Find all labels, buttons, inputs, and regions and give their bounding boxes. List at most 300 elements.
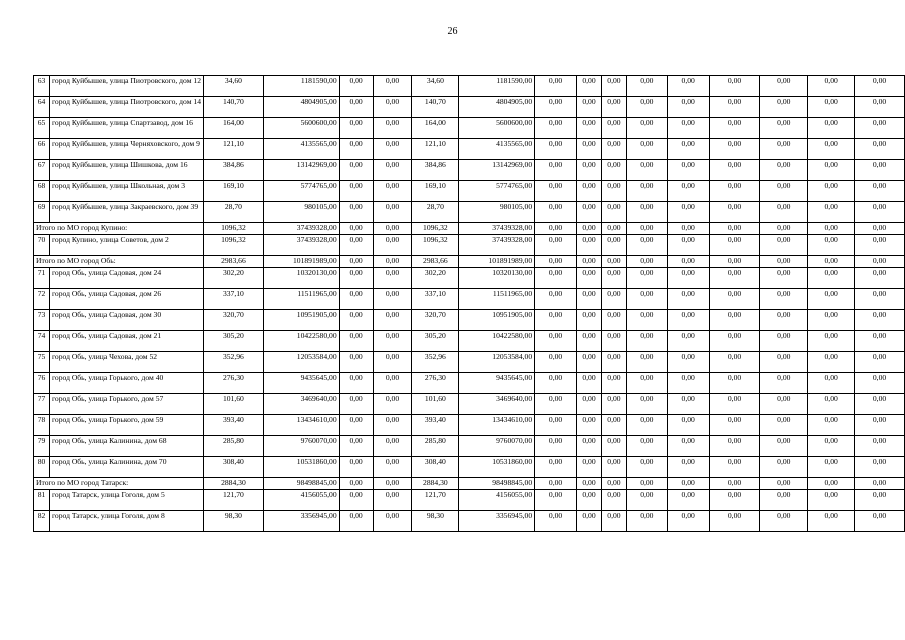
value-cell: 0,00: [760, 223, 808, 235]
area-cell: 121,10: [412, 139, 459, 160]
value-cell: 0,00: [577, 139, 602, 160]
value-cell: 0,00: [601, 181, 626, 202]
value-cell: 0,00: [373, 256, 412, 268]
value-cell: 0,00: [535, 511, 577, 532]
value-cell: 0,00: [855, 415, 905, 436]
cost-cell: 4135565,00: [459, 139, 535, 160]
value-cell: 0,00: [760, 268, 808, 289]
value-cell: 0,00: [577, 415, 602, 436]
area-cell: 302,20: [204, 268, 264, 289]
cost-cell: 37439328,00: [459, 223, 535, 235]
value-cell: 0,00: [808, 202, 855, 223]
value-cell: 0,00: [855, 436, 905, 457]
value-cell: 0,00: [373, 76, 412, 97]
value-cell: 0,00: [808, 415, 855, 436]
value-cell: 0,00: [808, 394, 855, 415]
value-cell: 0,00: [626, 268, 667, 289]
value-cell: 0,00: [855, 235, 905, 256]
value-cell: 0,00: [626, 436, 667, 457]
value-cell: 0,00: [808, 289, 855, 310]
value-cell: 0,00: [855, 202, 905, 223]
value-cell: 0,00: [760, 97, 808, 118]
value-cell: 0,00: [667, 373, 709, 394]
value-cell: 0,00: [808, 436, 855, 457]
value-cell: 0,00: [709, 97, 760, 118]
value-cell: 0,00: [667, 457, 709, 478]
table-row: [34, 118, 905, 139]
area-cell: 320,70: [412, 310, 459, 331]
value-cell: 0,00: [626, 457, 667, 478]
area-cell: 169,10: [412, 181, 459, 202]
value-cell: 0,00: [808, 181, 855, 202]
cost-cell: 11511965,00: [459, 289, 535, 310]
row-number: 81: [34, 490, 50, 511]
row-number: 64: [34, 97, 50, 118]
value-cell: 0,00: [577, 478, 602, 490]
value-cell: 0,00: [709, 268, 760, 289]
area-cell: 1096,32: [204, 223, 264, 235]
row-number: 75: [34, 352, 50, 373]
value-cell: 0,00: [577, 331, 602, 352]
value-cell: 0,00: [535, 457, 577, 478]
value-cell: 0,00: [626, 160, 667, 181]
area-cell: 308,40: [412, 457, 459, 478]
value-cell: 0,00: [577, 76, 602, 97]
cost-cell: 9435645,00: [263, 373, 339, 394]
address-cell: город Обь, улица Садовая, дом 21: [49, 331, 203, 352]
area-cell: 337,10: [204, 289, 264, 310]
area-cell: 285,80: [412, 436, 459, 457]
value-cell: 0,00: [808, 268, 855, 289]
value-cell: 0,00: [339, 160, 373, 181]
value-cell: 0,00: [709, 436, 760, 457]
area-cell: 28,70: [412, 202, 459, 223]
value-cell: 0,00: [709, 511, 760, 532]
value-cell: 0,00: [339, 373, 373, 394]
area-cell: 164,00: [204, 118, 264, 139]
area-cell: 320,70: [204, 310, 264, 331]
address-cell: город Куйбышев, улица Школьная, дом 3: [49, 181, 203, 202]
value-cell: 0,00: [339, 490, 373, 511]
area-cell: 352,96: [204, 352, 264, 373]
value-cell: 0,00: [667, 310, 709, 331]
area-cell: 393,40: [412, 415, 459, 436]
cost-cell: 98498845,00: [263, 478, 339, 490]
value-cell: 0,00: [373, 97, 412, 118]
cost-cell: 5774765,00: [263, 181, 339, 202]
value-cell: 0,00: [855, 139, 905, 160]
value-cell: 0,00: [626, 223, 667, 235]
subtotal-row: [34, 223, 905, 235]
value-cell: 0,00: [667, 181, 709, 202]
value-cell: 0,00: [626, 394, 667, 415]
value-cell: 0,00: [601, 415, 626, 436]
value-cell: 0,00: [667, 139, 709, 160]
value-cell: 0,00: [373, 511, 412, 532]
value-cell: 0,00: [577, 511, 602, 532]
cost-cell: 4804905,00: [263, 97, 339, 118]
subtotal-label: Итого по МО город Обь:: [34, 256, 204, 268]
address-cell: город Куйбышев, улица Закраевского, дом 39: [49, 202, 203, 223]
subtotal-row: [34, 478, 905, 490]
value-cell: 0,00: [601, 310, 626, 331]
table-row: [34, 235, 905, 256]
value-cell: 0,00: [601, 289, 626, 310]
value-cell: 0,00: [601, 118, 626, 139]
subtotal-label: Итого по МО город Татарск:: [34, 478, 204, 490]
value-cell: 0,00: [601, 235, 626, 256]
cost-cell: 10951905,00: [263, 310, 339, 331]
value-cell: 0,00: [601, 202, 626, 223]
value-cell: 0,00: [667, 118, 709, 139]
value-cell: 0,00: [709, 394, 760, 415]
table-row: [34, 181, 905, 202]
value-cell: 0,00: [709, 181, 760, 202]
value-cell: 0,00: [709, 352, 760, 373]
value-cell: 0,00: [535, 268, 577, 289]
value-cell: 0,00: [535, 373, 577, 394]
value-cell: 0,00: [855, 457, 905, 478]
value-cell: 0,00: [626, 202, 667, 223]
value-cell: 0,00: [808, 490, 855, 511]
value-cell: 0,00: [760, 394, 808, 415]
value-cell: 0,00: [855, 289, 905, 310]
page-number: 26: [447, 26, 458, 37]
area-cell: 384,86: [412, 160, 459, 181]
value-cell: 0,00: [601, 223, 626, 235]
value-cell: 0,00: [577, 268, 602, 289]
value-cell: 0,00: [626, 511, 667, 532]
value-cell: 0,00: [373, 478, 412, 490]
cost-cell: 980105,00: [263, 202, 339, 223]
area-cell: 121,70: [412, 490, 459, 511]
value-cell: 0,00: [577, 118, 602, 139]
cost-cell: 13434610,00: [459, 415, 535, 436]
value-cell: 0,00: [577, 289, 602, 310]
row-number: 66: [34, 139, 50, 160]
value-cell: 0,00: [808, 139, 855, 160]
area-cell: 2884,30: [204, 478, 264, 490]
table-row: [34, 373, 905, 394]
value-cell: 0,00: [373, 223, 412, 235]
address-cell: город Обь, улица Горького, дом 40: [49, 373, 203, 394]
address-cell: город Обь, улица Калинина, дом 68: [49, 436, 203, 457]
value-cell: 0,00: [709, 139, 760, 160]
value-cell: 0,00: [535, 139, 577, 160]
value-cell: 0,00: [760, 76, 808, 97]
value-cell: 0,00: [373, 394, 412, 415]
value-cell: 0,00: [601, 76, 626, 97]
value-cell: 0,00: [760, 457, 808, 478]
row-number: 63: [34, 76, 50, 97]
value-cell: 0,00: [808, 223, 855, 235]
value-cell: 0,00: [535, 235, 577, 256]
area-cell: 164,00: [412, 118, 459, 139]
value-cell: 0,00: [667, 235, 709, 256]
value-cell: 0,00: [601, 97, 626, 118]
area-cell: 276,30: [412, 373, 459, 394]
table-row: [34, 415, 905, 436]
value-cell: 0,00: [339, 256, 373, 268]
row-number: 68: [34, 181, 50, 202]
value-cell: 0,00: [808, 478, 855, 490]
value-cell: 0,00: [855, 394, 905, 415]
address-cell: город Обь, улица Чехова, дом 52: [49, 352, 203, 373]
value-cell: 0,00: [577, 457, 602, 478]
cost-cell: 980105,00: [459, 202, 535, 223]
value-cell: 0,00: [373, 352, 412, 373]
address-cell: город Обь, улица Садовая, дом 24: [49, 268, 203, 289]
area-cell: 308,40: [204, 457, 264, 478]
value-cell: 0,00: [855, 310, 905, 331]
value-cell: 0,00: [808, 118, 855, 139]
area-cell: 1096,32: [204, 235, 264, 256]
value-cell: 0,00: [339, 268, 373, 289]
value-cell: 0,00: [667, 160, 709, 181]
row-number: 74: [34, 331, 50, 352]
table-row: [34, 352, 905, 373]
cost-cell: 10951905,00: [459, 310, 535, 331]
value-cell: 0,00: [373, 373, 412, 394]
table-row: [34, 457, 905, 478]
value-cell: 0,00: [601, 457, 626, 478]
row-number: 80: [34, 457, 50, 478]
value-cell: 0,00: [760, 373, 808, 394]
area-cell: 285,80: [204, 436, 264, 457]
address-cell: город Обь, улица Садовая, дом 26: [49, 289, 203, 310]
value-cell: 0,00: [626, 181, 667, 202]
cost-cell: 3469640,00: [263, 394, 339, 415]
address-cell: город Куйбышев, улица Пиотровского, дом 12: [49, 76, 203, 97]
value-cell: 0,00: [855, 352, 905, 373]
value-cell: 0,00: [577, 181, 602, 202]
cost-cell: 11511965,00: [263, 289, 339, 310]
area-cell: 352,96: [412, 352, 459, 373]
value-cell: 0,00: [339, 139, 373, 160]
table-row: [34, 202, 905, 223]
value-cell: 0,00: [601, 268, 626, 289]
value-cell: 0,00: [373, 289, 412, 310]
value-cell: 0,00: [667, 436, 709, 457]
value-cell: 0,00: [535, 181, 577, 202]
table-row: [34, 310, 905, 331]
value-cell: 0,00: [626, 139, 667, 160]
value-cell: 0,00: [760, 490, 808, 511]
cost-cell: 4804905,00: [459, 97, 535, 118]
cost-cell: 10320130,00: [459, 268, 535, 289]
value-cell: 0,00: [808, 331, 855, 352]
cost-cell: 9760070,00: [263, 436, 339, 457]
cost-cell: 4135565,00: [263, 139, 339, 160]
value-cell: 0,00: [339, 97, 373, 118]
value-cell: 0,00: [339, 331, 373, 352]
value-cell: 0,00: [709, 256, 760, 268]
table-row: [34, 289, 905, 310]
value-cell: 0,00: [601, 490, 626, 511]
area-cell: 101,60: [204, 394, 264, 415]
value-cell: 0,00: [626, 373, 667, 394]
value-cell: 0,00: [373, 331, 412, 352]
value-cell: 0,00: [373, 490, 412, 511]
value-cell: 0,00: [709, 490, 760, 511]
cost-cell: 1181590,00: [263, 76, 339, 97]
area-cell: 2884,30: [412, 478, 459, 490]
value-cell: 0,00: [535, 310, 577, 331]
value-cell: 0,00: [373, 139, 412, 160]
value-cell: 0,00: [535, 331, 577, 352]
value-cell: 0,00: [601, 139, 626, 160]
value-cell: 0,00: [760, 118, 808, 139]
subtotal-row: [34, 256, 905, 268]
table-row: [34, 139, 905, 160]
cost-cell: 9435645,00: [459, 373, 535, 394]
address-cell: город Куйбышев, улица Черняховского, дом 9: [49, 139, 203, 160]
value-cell: 0,00: [855, 490, 905, 511]
value-cell: 0,00: [339, 436, 373, 457]
value-cell: 0,00: [760, 436, 808, 457]
value-cell: 0,00: [535, 478, 577, 490]
value-cell: 0,00: [760, 289, 808, 310]
value-cell: 0,00: [601, 478, 626, 490]
value-cell: 0,00: [373, 118, 412, 139]
value-cell: 0,00: [601, 511, 626, 532]
value-cell: 0,00: [855, 76, 905, 97]
row-number: 65: [34, 118, 50, 139]
cost-cell: 3356945,00: [263, 511, 339, 532]
cost-cell: 10320130,00: [263, 268, 339, 289]
value-cell: 0,00: [373, 181, 412, 202]
value-cell: 0,00: [709, 223, 760, 235]
value-cell: 0,00: [373, 160, 412, 181]
cost-cell: 10422580,00: [263, 331, 339, 352]
value-cell: 0,00: [855, 118, 905, 139]
address-cell: город Куйбышев, улица Шишкова, дом 16: [49, 160, 203, 181]
value-cell: 0,00: [667, 289, 709, 310]
address-cell: город Куйбышев, улица Пиотровского, дом 14: [49, 97, 203, 118]
cost-cell: 13142969,00: [263, 160, 339, 181]
value-cell: 0,00: [577, 223, 602, 235]
address-cell: город Обь, улица Калинина, дом 70: [49, 457, 203, 478]
row-number: 76: [34, 373, 50, 394]
value-cell: 0,00: [535, 76, 577, 97]
cost-cell: 1181590,00: [459, 76, 535, 97]
cost-cell: 101891989,00: [263, 256, 339, 268]
cost-cell: 10531860,00: [263, 457, 339, 478]
value-cell: 0,00: [373, 415, 412, 436]
row-number: 73: [34, 310, 50, 331]
cost-cell: 4156055,00: [263, 490, 339, 511]
row-number: 77: [34, 394, 50, 415]
value-cell: 0,00: [577, 490, 602, 511]
value-cell: 0,00: [855, 373, 905, 394]
value-cell: 0,00: [667, 415, 709, 436]
value-cell: 0,00: [339, 310, 373, 331]
value-cell: 0,00: [709, 310, 760, 331]
value-cell: 0,00: [626, 289, 667, 310]
table-row: [34, 160, 905, 181]
value-cell: 0,00: [760, 352, 808, 373]
value-cell: 0,00: [535, 289, 577, 310]
table-row: [34, 268, 905, 289]
value-cell: 0,00: [626, 256, 667, 268]
value-cell: 0,00: [535, 436, 577, 457]
value-cell: 0,00: [535, 97, 577, 118]
value-cell: 0,00: [667, 76, 709, 97]
value-cell: 0,00: [855, 331, 905, 352]
value-cell: 0,00: [808, 310, 855, 331]
value-cell: 0,00: [760, 160, 808, 181]
area-cell: 121,10: [204, 139, 264, 160]
value-cell: 0,00: [626, 478, 667, 490]
value-cell: 0,00: [577, 310, 602, 331]
area-cell: 276,30: [204, 373, 264, 394]
value-cell: 0,00: [667, 202, 709, 223]
area-cell: 121,70: [204, 490, 264, 511]
value-cell: 0,00: [373, 235, 412, 256]
area-cell: 140,70: [204, 97, 264, 118]
cost-cell: 98498845,00: [459, 478, 535, 490]
value-cell: 0,00: [626, 235, 667, 256]
value-cell: 0,00: [709, 235, 760, 256]
row-number: 78: [34, 415, 50, 436]
area-cell: 393,40: [204, 415, 264, 436]
cost-cell: 12053584,00: [459, 352, 535, 373]
value-cell: 0,00: [577, 202, 602, 223]
value-cell: 0,00: [626, 352, 667, 373]
value-cell: 0,00: [339, 181, 373, 202]
area-cell: 34,60: [412, 76, 459, 97]
value-cell: 0,00: [535, 160, 577, 181]
row-number: 82: [34, 511, 50, 532]
area-cell: 305,20: [204, 331, 264, 352]
address-cell: город Татарск, улица Гоголя, дом 5: [49, 490, 203, 511]
value-cell: 0,00: [667, 331, 709, 352]
area-cell: 101,60: [412, 394, 459, 415]
value-cell: 0,00: [601, 160, 626, 181]
value-cell: 0,00: [808, 511, 855, 532]
value-cell: 0,00: [339, 223, 373, 235]
value-cell: 0,00: [709, 289, 760, 310]
value-cell: 0,00: [667, 223, 709, 235]
address-cell: город Обь, улица Горького, дом 59: [49, 415, 203, 436]
value-cell: 0,00: [855, 160, 905, 181]
value-cell: 0,00: [339, 457, 373, 478]
value-cell: 0,00: [626, 97, 667, 118]
value-cell: 0,00: [577, 436, 602, 457]
value-cell: 0,00: [373, 268, 412, 289]
value-cell: 0,00: [760, 415, 808, 436]
value-cell: 0,00: [760, 331, 808, 352]
cost-cell: 5600600,00: [459, 118, 535, 139]
value-cell: 0,00: [339, 76, 373, 97]
value-cell: 0,00: [339, 478, 373, 490]
value-cell: 0,00: [808, 256, 855, 268]
value-cell: 0,00: [760, 478, 808, 490]
value-cell: 0,00: [760, 202, 808, 223]
cost-cell: 13142969,00: [459, 160, 535, 181]
value-cell: 0,00: [855, 97, 905, 118]
value-cell: 0,00: [339, 511, 373, 532]
address-cell: город Купино, улица Советов, дом 2: [49, 235, 203, 256]
cost-cell: 101891989,00: [459, 256, 535, 268]
area-cell: 2983,66: [412, 256, 459, 268]
value-cell: 0,00: [373, 310, 412, 331]
cost-cell: 12053584,00: [263, 352, 339, 373]
value-cell: 0,00: [709, 457, 760, 478]
value-cell: 0,00: [709, 331, 760, 352]
table-row: [34, 331, 905, 352]
value-cell: 0,00: [339, 289, 373, 310]
